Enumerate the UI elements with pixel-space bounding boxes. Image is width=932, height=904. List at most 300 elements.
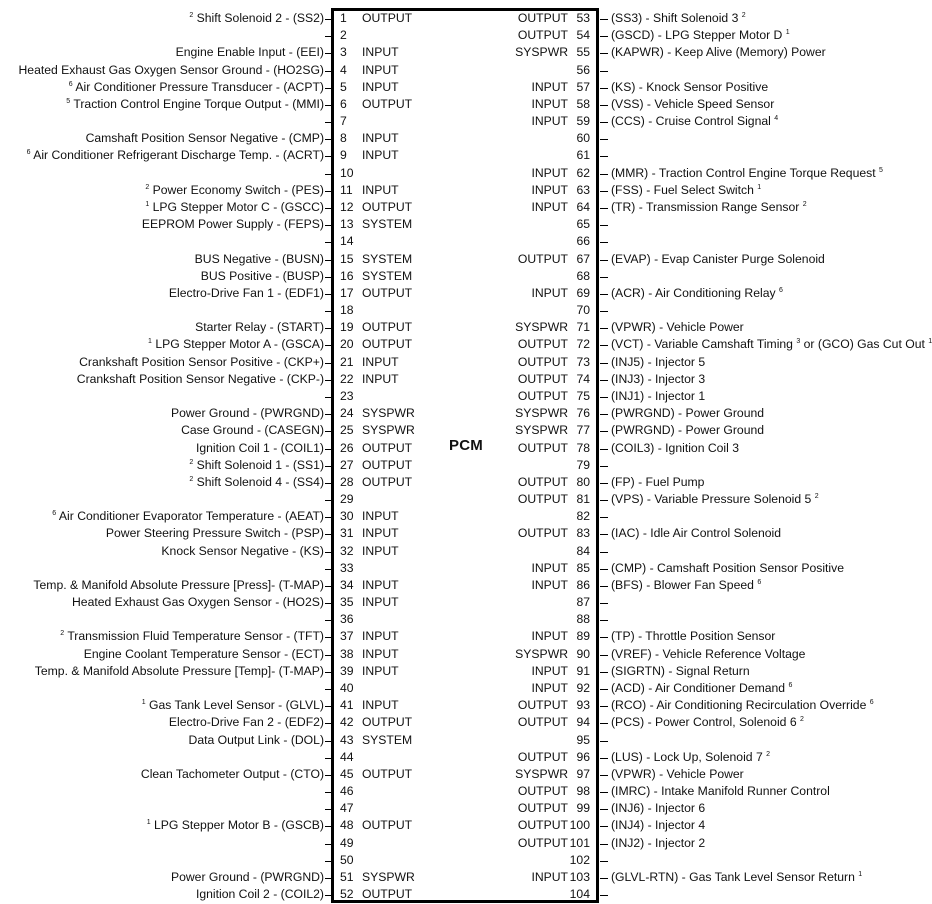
right-pin-row: [0, 697, 930, 714]
pin-signal-type: INPUT: [362, 595, 399, 610]
footnote-marker: 1: [928, 338, 932, 346]
pin-signal-type: INPUT: [531, 96, 568, 111]
pin-signal-type: OUTPUT: [517, 818, 568, 833]
pin-lead-line: [600, 534, 608, 535]
pin-lead-line: [600, 156, 608, 157]
right-pin-row: [0, 714, 930, 731]
pin-signal-type: SYSPWR: [362, 406, 415, 421]
pin-lead-line: [600, 655, 608, 656]
right-pin-row: [0, 886, 930, 903]
pin-number: 31: [340, 526, 354, 541]
right-pin-row: [0, 646, 930, 663]
pin-description: [611, 491, 819, 508]
pin-description-text: (CCS) - Cruise Control Signal: [611, 114, 771, 129]
pin-signal-type: SYSPWR: [515, 766, 568, 781]
pin-description-text: LPG Stepper Motor B - (GSCB): [153, 818, 324, 833]
right-pin-row: [0, 285, 930, 302]
right-pin-row: [0, 543, 930, 560]
pin-description-text: (INJ1) - Injector 1: [611, 388, 706, 403]
pin-signal-type: SYSPWR: [515, 406, 568, 421]
pin-number: 45: [340, 766, 354, 781]
pin-number: 40: [340, 681, 354, 696]
pin-description-text: (VSS) - Vehicle Speed Sensor: [611, 96, 775, 111]
pin-signal-type: OUTPUT: [362, 11, 413, 25]
footnote-marker: 2: [189, 458, 194, 466]
pin-description-text: Case Ground - (CASEGN): [181, 423, 324, 438]
footnote-marker: 1: [757, 183, 762, 191]
pin-signal-type: OUTPUT: [517, 474, 568, 489]
pin-signal-type: SYSPWR: [515, 320, 568, 335]
pin-number: 38: [340, 646, 354, 661]
footnote-marker: 1: [858, 871, 863, 878]
pin-number: 50: [340, 852, 354, 867]
right-pin-row: [0, 354, 930, 371]
pin-number: 47: [340, 801, 354, 816]
pin-description-text: (INJ3) - Injector 3: [611, 371, 706, 386]
pin-description-text: (EVAP) - Evap Canister Purge Solenoid: [611, 251, 825, 266]
pin-description-text: Power Ground - (PWRGND): [170, 870, 324, 884]
pin-signal-type: INPUT: [531, 681, 568, 696]
pin-signal-type: OUTPUT: [517, 526, 568, 541]
pin-description-text: Clean Tachometer Output - (CTO): [140, 766, 324, 781]
pin-number: 96: [576, 749, 590, 764]
pin-number: 56: [576, 62, 590, 77]
pin-number: 100: [569, 818, 590, 833]
pin-description: [611, 354, 705, 371]
footnote-marker: 3: [796, 338, 801, 346]
pin-lead-line: [600, 397, 608, 398]
pin-lead-line: [600, 689, 608, 690]
pin-number: 71: [576, 320, 590, 335]
pin-number: 68: [576, 268, 590, 283]
right-pin-row: [0, 680, 930, 697]
pin-lead-line: [600, 328, 608, 329]
pin-signal-type: INPUT: [362, 526, 399, 541]
pin-description: [611, 560, 844, 577]
pin-lead-line: [600, 208, 608, 209]
pin-number: 78: [576, 440, 590, 455]
pin-description-text: Gas Tank Level Sensor - (GLVL): [149, 698, 324, 713]
pin-description-text: (CMP) - Camshaft Position Sensor Positive: [611, 560, 844, 575]
pin-signal-type: INPUT: [531, 560, 568, 575]
pin-signal-type: OUTPUT: [362, 457, 413, 472]
pin-number: 15: [340, 251, 354, 266]
pin-description-text: Crankshaft Position Sensor Positive - (CKP+): [79, 354, 324, 369]
pin-number: 16: [340, 268, 354, 283]
pin-number: 44: [340, 749, 354, 764]
footnote-marker: 6: [757, 578, 762, 586]
pin-description-text: (INJ6) - Injector 6: [611, 801, 706, 816]
right-pin-row: [0, 440, 930, 457]
pin-description-text: (PCS) - Power Control, Solenoid 6: [611, 715, 797, 730]
right-pin-row: [0, 594, 930, 611]
pin-lead-line: [600, 672, 608, 673]
pin-description: [611, 646, 805, 663]
pin-lead-line: [600, 19, 608, 20]
pin-number: 52: [340, 887, 354, 902]
pin-description: [611, 869, 862, 886]
footnote-marker: 1: [146, 819, 151, 827]
pin-description: [611, 474, 704, 491]
footnote-marker: 1: [145, 200, 150, 208]
footnote-marker: 1: [141, 699, 146, 707]
pin-signal-type: OUTPUT: [362, 818, 413, 833]
pin-number: 21: [340, 354, 354, 369]
pin-description: [611, 388, 705, 405]
pin-number: 72: [576, 337, 590, 352]
pin-lead-line: [600, 174, 608, 175]
pin-description: [611, 405, 764, 422]
right-pin-row: [0, 749, 930, 766]
pin-lead-line: [600, 895, 608, 896]
right-pin-row: [0, 113, 930, 130]
pin-description: [611, 79, 768, 96]
pin-number: 75: [576, 388, 590, 403]
pin-lead-line: [600, 826, 608, 827]
pin-number: 1: [340, 11, 347, 25]
right-pin-row: [0, 302, 930, 319]
right-pin-row: [0, 474, 930, 491]
pin-description-text: (ACD) - Air Conditioner Demand: [611, 681, 786, 696]
pin-lead-line: [600, 569, 608, 570]
pin-description: [611, 199, 807, 216]
pin-description: [611, 113, 778, 130]
pin-description-text: Camshaft Position Sensor Negative - (CMP): [85, 131, 324, 146]
footnote-marker: 2: [802, 200, 807, 208]
right-pin-row: [0, 147, 930, 164]
footnote-marker: 2: [766, 750, 771, 758]
pin-lead-line: [600, 88, 608, 89]
pin-description: [611, 371, 705, 388]
right-pin-row: [0, 783, 930, 800]
pin-lead-line: [600, 586, 608, 587]
pin-lead-line: [600, 758, 608, 759]
pin-signal-type: SYSTEM: [362, 732, 413, 747]
right-pin-row: [0, 508, 930, 525]
pin-number: 7: [340, 114, 347, 129]
pin-description: [611, 440, 739, 457]
pin-signal-type: OUTPUT: [517, 337, 568, 352]
pin-lead-line: [600, 36, 608, 37]
footnote-marker: 1: [785, 29, 790, 37]
pin-description: [611, 749, 770, 766]
footnote-marker: 6: [778, 286, 783, 294]
pin-signal-type: OUTPUT: [517, 784, 568, 799]
pin-description-text: Engine Enable Input - (EEI): [175, 45, 324, 60]
pin-number: 30: [340, 509, 354, 524]
pin-lead-line: [600, 741, 608, 742]
right-pin-row: [0, 336, 930, 353]
pin-number: 85: [576, 560, 590, 575]
pin-number: 76: [576, 406, 590, 421]
right-pin-row: [0, 732, 930, 749]
pin-description-text: Heated Exhaust Gas Oxygen Sensor - (HO2S): [72, 595, 324, 610]
pin-signal-type: OUTPUT: [517, 388, 568, 403]
pin-description: [611, 165, 883, 182]
pin-description-text: Power Ground - (PWRGND): [170, 406, 324, 421]
right-pin-row: [0, 319, 930, 336]
right-pin-row: [0, 371, 930, 388]
right-pin-row: [0, 405, 930, 422]
right-pin-row: [0, 817, 930, 834]
footnote-marker: 6: [869, 699, 874, 707]
footnote-marker: 2: [814, 493, 819, 501]
pin-description: [611, 251, 825, 268]
pin-number: 95: [576, 732, 590, 747]
pin-number: 58: [576, 96, 590, 111]
pin-lead-line: [600, 225, 608, 226]
pin-signal-type: SYSPWR: [362, 423, 415, 438]
pin-number: 37: [340, 629, 354, 644]
pin-description: [611, 422, 764, 439]
pin-number: 27: [340, 457, 354, 472]
pin-number: 41: [340, 698, 354, 713]
right-pin-row: [0, 199, 930, 216]
pin-number: 35: [340, 595, 354, 610]
pin-lead-line: [600, 414, 608, 415]
pin-description-text: Ignition Coil 1 - (COIL1): [195, 440, 324, 455]
pin-signal-type: INPUT: [362, 45, 399, 60]
pin-description-text: (ACR) - Air Conditioning Relay: [611, 285, 776, 300]
pin-number: 43: [340, 732, 354, 747]
pin-description-text: (SIGRTN) - Signal Return: [611, 663, 750, 678]
pin-number: 34: [340, 577, 354, 592]
pin-number: 53: [576, 11, 590, 25]
pin-description-text: Traction Control Engine Torque Output - (MMI): [73, 96, 324, 111]
pin-description-text: (KS) - Knock Sensor Positive: [611, 79, 769, 94]
pin-number: 12: [340, 199, 354, 214]
pin-number: 48: [340, 818, 354, 833]
pin-description-text: (INJ2) - Injector 2: [611, 835, 706, 850]
pin-signal-type: INPUT: [362, 663, 399, 678]
right-pin-row: [0, 130, 930, 147]
right-pin-row: [0, 560, 930, 577]
pin-signal-type: OUTPUT: [517, 28, 568, 43]
pin-description-text: (KAPWR) - Keep Alive (Memory) Power: [611, 45, 826, 60]
pin-signal-type: INPUT: [531, 629, 568, 644]
pin-signal-type: OUTPUT: [517, 251, 568, 266]
pin-signal-type: INPUT: [531, 79, 568, 94]
pin-lead-line: [600, 844, 608, 845]
pin-description-text: LPG Stepper Motor A - (GSCA): [155, 337, 324, 352]
right-pin-row: [0, 766, 930, 783]
pin-description: [611, 800, 705, 817]
pin-number: 19: [340, 320, 354, 335]
right-pin-row: [0, 233, 930, 250]
footnote-marker: 6: [788, 682, 793, 690]
right-pin-row: [0, 268, 930, 285]
pin-description-text: Power Steering Pressure Switch - (PSP): [105, 526, 324, 541]
pin-description-text: Data Output Link - (DOL): [188, 732, 324, 747]
pin-signal-type: OUTPUT: [517, 698, 568, 713]
footnote-marker: 6: [52, 510, 57, 518]
pin-description-text: Engine Coolant Temperature Sensor - (ECT): [83, 646, 324, 661]
pin-lead-line: [600, 483, 608, 484]
pin-description-text: (VREF) - Vehicle Reference Voltage: [611, 646, 806, 661]
pin-signal-type: INPUT: [362, 354, 399, 369]
pin-number: 77: [576, 423, 590, 438]
pin-lead-line: [600, 191, 608, 192]
pin-number: 69: [576, 285, 590, 300]
pin-number: 28: [340, 474, 354, 489]
right-pin-row: [0, 44, 930, 61]
pin-lead-line: [600, 122, 608, 123]
pin-description-text: Temp. & Manifold Absolute Pressure [Temp]- (T-MAP): [34, 663, 324, 678]
pin-lead-line: [600, 449, 608, 450]
right-pin-row: [0, 251, 930, 268]
right-pin-row: [0, 852, 930, 869]
pin-signal-type: INPUT: [362, 577, 399, 592]
pin-number: 5: [340, 79, 347, 94]
pin-number: 91: [576, 663, 590, 678]
pin-lead-line: [600, 620, 608, 621]
pin-description-text: (VPWR) - Vehicle Power: [611, 766, 744, 781]
pin-number: 87: [576, 595, 590, 610]
pin-number: 74: [576, 371, 590, 386]
pin-number: 23: [340, 388, 354, 403]
pin-description-text: EEPROM Power Supply - (FEPS): [141, 217, 324, 232]
pin-number: 18: [340, 303, 354, 318]
pin-description-text: (IMRC) - Intake Manifold Runner Control: [611, 784, 830, 799]
pin-number: 57: [576, 79, 590, 94]
pin-number: 80: [576, 474, 590, 489]
pin-signal-type: INPUT: [362, 509, 399, 524]
pin-number: 42: [340, 715, 354, 730]
pin-description: [611, 27, 790, 44]
pin-signal-type: INPUT: [531, 870, 568, 884]
pin-description: [611, 525, 781, 542]
pin-number: 24: [340, 406, 354, 421]
pin-lead-line: [600, 552, 608, 553]
right-pin-row: [0, 628, 930, 645]
pin-signal-type: OUTPUT: [362, 337, 413, 352]
pin-lead-line: [600, 466, 608, 467]
right-pin-row: [0, 835, 930, 852]
pin-number: 93: [576, 698, 590, 713]
pin-signal-type: INPUT: [531, 285, 568, 300]
pin-description-text: Temp. & Manifold Absolute Pressure [Press]- (T-MAP): [33, 577, 324, 592]
pin-description-text: LPG Stepper Motor C - (GSCC): [152, 199, 324, 214]
footnote-marker: 6: [68, 80, 73, 88]
pin-number: 90: [576, 646, 590, 661]
pin-signal-type: INPUT: [362, 629, 399, 644]
pin-number: 22: [340, 371, 354, 386]
pin-number: 49: [340, 835, 354, 850]
pin-lead-line: [600, 861, 608, 862]
pin-number: 9: [340, 148, 347, 163]
pin-description-text: (INJ5) - Injector 5: [611, 354, 706, 369]
pin-number: 94: [576, 715, 590, 730]
right-pin-row: [0, 216, 930, 233]
pin-number: 33: [340, 560, 354, 575]
right-pin-row: [0, 491, 930, 508]
pin-description-text: (IAC) - Idle Air Control Solenoid: [611, 526, 782, 541]
pin-number: 46: [340, 784, 354, 799]
pin-lead-line: [600, 311, 608, 312]
pin-number: 29: [340, 492, 354, 507]
pin-signal-type: INPUT: [362, 543, 399, 558]
pin-lead-line: [600, 260, 608, 261]
pin-description-text: (TR) - Transmission Range Sensor: [611, 199, 800, 214]
pin-number: 39: [340, 663, 354, 678]
pin-number: 88: [576, 612, 590, 627]
pin-description-text: (GSCD) - LPG Stepper Motor D: [611, 28, 783, 43]
right-pin-row: [0, 422, 930, 439]
pin-description-text: (PWRGND) - Power Ground: [611, 406, 765, 421]
pin-lead-line: [600, 723, 608, 724]
pin-description: [611, 697, 874, 714]
pin-number: 82: [576, 509, 590, 524]
pin-description-text: (FSS) - Fuel Select Switch: [611, 182, 754, 197]
pin-number: 59: [576, 114, 590, 129]
pin-number: 63: [576, 182, 590, 197]
pcm-module-label: PCM: [449, 437, 483, 454]
pin-signal-type: OUTPUT: [517, 371, 568, 386]
pin-description-text: Shift Solenoid 4 - (SS4): [196, 474, 324, 489]
pin-signal-type: OUTPUT: [517, 11, 568, 25]
pin-signal-type: SYSTEM: [362, 251, 413, 266]
pin-number: 3: [340, 45, 347, 60]
pin-signal-type: INPUT: [531, 114, 568, 129]
right-pin-row: [0, 165, 930, 182]
pin-description-text: Transmission Fluid Temperature Sensor - (TFT): [67, 629, 324, 644]
pin-number: 89: [576, 629, 590, 644]
pin-description: [611, 835, 705, 852]
pin-number: 64: [576, 199, 590, 214]
pin-signal-type: INPUT: [362, 182, 399, 197]
pin-signal-type: SYSTEM: [362, 268, 413, 283]
pin-description: [611, 182, 761, 199]
pin-description-alt-text: or (GCO) Gas Cut Out: [803, 337, 925, 352]
pin-description-text: (VCT) - Variable Camshaft Timing: [611, 337, 793, 352]
pin-number: 84: [576, 543, 590, 558]
pin-signal-type: SYSPWR: [515, 423, 568, 438]
footnote-marker: 2: [145, 183, 150, 191]
pin-signal-type: INPUT: [531, 577, 568, 592]
pin-signal-type: INPUT: [531, 165, 568, 180]
right-pin-row: [0, 10, 930, 27]
pin-lead-line: [600, 380, 608, 381]
pin-description-text: (MMR) - Traction Control Engine Torque Request: [611, 165, 876, 180]
pin-signal-type: OUTPUT: [517, 492, 568, 507]
right-pin-row: [0, 525, 930, 542]
pin-lead-line: [600, 500, 608, 501]
pin-signal-type: OUTPUT: [517, 749, 568, 764]
pin-number: 2: [340, 28, 347, 43]
pin-number: 11: [340, 182, 353, 197]
pin-signal-type: OUTPUT: [362, 320, 413, 335]
pin-number: 103: [569, 870, 590, 884]
footnote-marker: 4: [774, 115, 779, 123]
pin-description-text: (INJ4) - Injector 4: [611, 818, 706, 833]
pin-signal-type: OUTPUT: [517, 715, 568, 730]
pin-lead-line: [600, 792, 608, 793]
pin-description: [611, 577, 761, 594]
pin-number: 86: [576, 577, 590, 592]
pin-description-text: Electro-Drive Fan 1 - (EDF1): [168, 285, 324, 300]
pin-signal-type: INPUT: [362, 148, 399, 163]
pin-number: 70: [576, 303, 590, 318]
pin-number: 99: [576, 801, 590, 816]
footnote-marker: 2: [60, 630, 65, 638]
right-pin-row: [0, 457, 930, 474]
pin-lead-line: [600, 706, 608, 707]
pin-signal-type: INPUT: [362, 79, 399, 94]
pin-description-text: BUS Positive - (BUSP): [200, 268, 324, 283]
pin-description: [611, 817, 705, 834]
pin-lead-line: [600, 878, 608, 879]
pin-number: 81: [576, 492, 590, 507]
